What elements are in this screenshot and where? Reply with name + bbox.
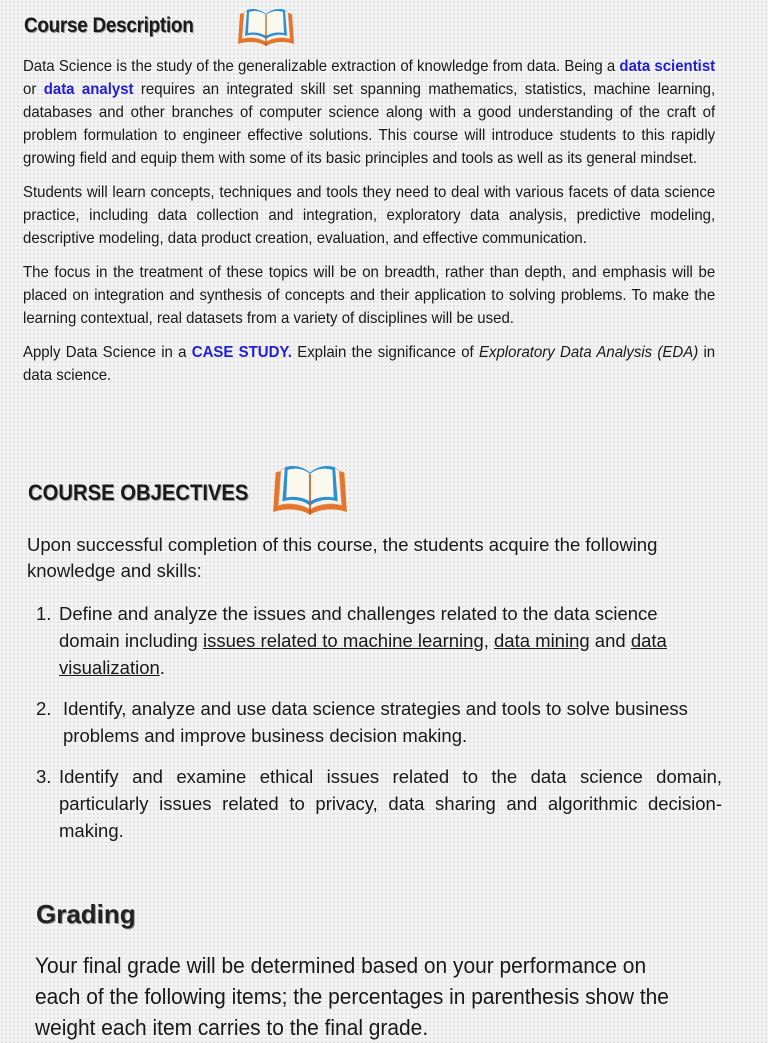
list-item bbox=[36, 695, 722, 749]
list-number: 3. bbox=[36, 766, 52, 787]
objectives-intro: Upon successful completion of this course, the students acquire the following knowledge and skills: bbox=[27, 534, 658, 581]
text-span: Apply Data Science in a bbox=[23, 344, 192, 361]
course-objectives-heading: COURSE OBJECTIVES bbox=[28, 480, 249, 505]
list-item-text bbox=[59, 600, 722, 681]
grading-heading: Grading bbox=[36, 899, 136, 929]
text-span: requires an integrated skill set spanning mathematics, statistics, machine learning, databases and other branches of computer science along with a good understanding of the craft of problem formulation to engineer effective solutions. This course will introduce students to this rapidly growing field and equip them with some of its basic principles and tools as well as its general mindset. bbox=[23, 81, 716, 167]
list-item bbox=[36, 763, 722, 844]
list-item bbox=[36, 600, 722, 681]
text-span: and bbox=[589, 630, 631, 651]
list-number: 2. bbox=[36, 698, 52, 719]
text-span: Explain the significance of bbox=[291, 344, 480, 361]
course-description-body bbox=[23, 55, 715, 398]
list-item-text: Identify and examine ethical issues related to the data science domain, particularly issues related to privacy, data sharing and algorithmic decision-making. bbox=[59, 766, 722, 841]
open-book-icon bbox=[236, 6, 296, 50]
description-paragraph-2: Students will learn concepts, techniques and tools they need to deal with various facets of data science practice, including data collection and integration, exploratory data analysis, predictive modeling, descriptive modeling, data product creation, evaluation, and effective communication. bbox=[23, 184, 716, 247]
description-paragraph-4 bbox=[23, 341, 715, 387]
text-span: Data Science is the study of the generalizable extraction of knowledge from data. Being a bbox=[23, 58, 620, 75]
data-scientist-term: data scientist bbox=[619, 58, 716, 75]
text-span: or bbox=[23, 81, 44, 98]
text-span: . bbox=[159, 657, 165, 678]
text-span: Define and analyze the issues and challenges related to the data science domain including bbox=[59, 603, 658, 651]
list-number: 1. bbox=[36, 603, 52, 624]
underlined-term: data visualization bbox=[59, 630, 667, 678]
open-book-icon bbox=[270, 462, 350, 520]
description-paragraph-1 bbox=[23, 55, 715, 170]
text-span: in data science. bbox=[23, 344, 716, 384]
underlined-term: issues related to machine learning bbox=[202, 630, 484, 651]
eda-term: Exploratory Data Analysis (EDA) bbox=[479, 344, 699, 361]
grading-text: Your final grade will be determined based on your performance on each of the following items; the percentages in parenthesis show the weight each item carries to the final grade. bbox=[35, 953, 669, 1040]
data-analyst-term: data analyst bbox=[43, 81, 134, 98]
list-item-text: Identify, analyze and use data science strategies and tools to solve business problems and improve business decision making. bbox=[63, 698, 688, 746]
course-description-heading: Course Description bbox=[24, 14, 194, 37]
underlined-term: data mining bbox=[494, 630, 590, 651]
case-study-term: CASE STUDY. bbox=[191, 344, 292, 361]
objectives-list bbox=[36, 600, 722, 858]
description-paragraph-3: The focus in the treatment of these topics will be on breadth, rather than depth, and emphasis will be placed on integration and synthesis of concepts and their application to solving problems. To make the learning contextual, real datasets from a variety of disciplines will be used. bbox=[23, 264, 716, 327]
text-span: , bbox=[483, 630, 495, 651]
